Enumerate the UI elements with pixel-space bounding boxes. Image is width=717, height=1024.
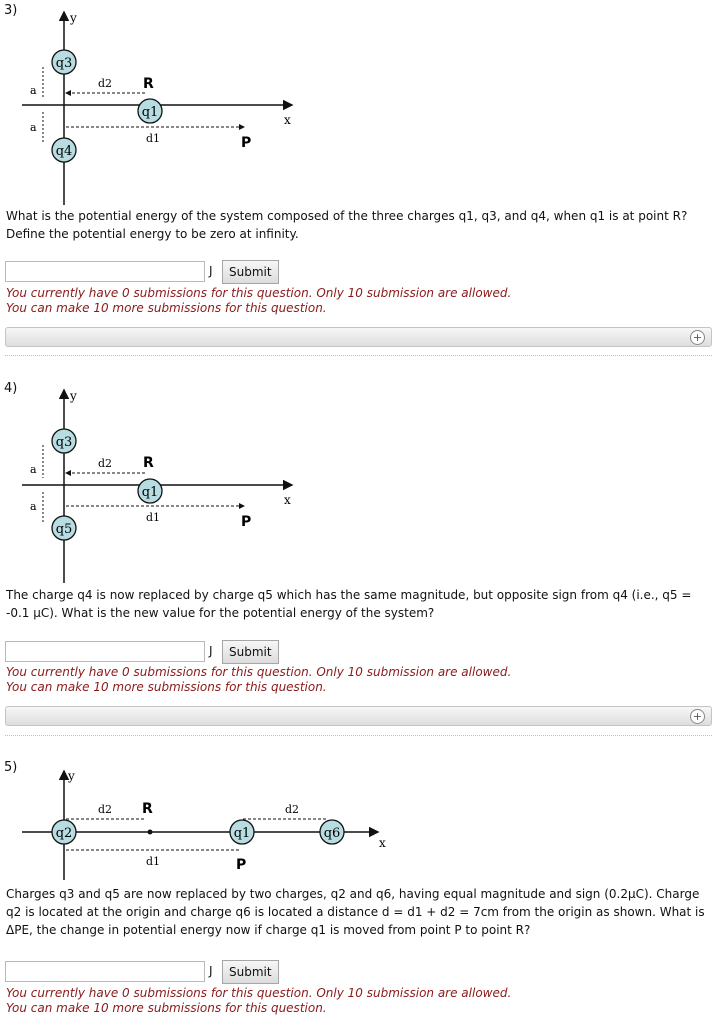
charge-q1-label: q1 bbox=[141, 105, 159, 120]
question-text: Charges q3 and q5 are now replaced by two charges, q2 and q6, having equal magnitude and sign (0.2μC). Charge q2 is located at the origin and charge q6 is located a distance d = d1 + d2 = 7cm from the origin as shown. What is ΔPE, the change in potential energy now if charge q1 is moved from point P to point R? bbox=[6, 887, 705, 937]
charge-diagram bbox=[0, 0, 310, 205]
submission-count-message: You currently have 0 submissions for this question. Only 10 submission are allowed. bbox=[6, 986, 512, 1000]
charge-diagram bbox=[0, 378, 310, 583]
point-r-marker bbox=[148, 830, 153, 835]
plus-icon[interactable]: + bbox=[690, 330, 705, 345]
distance-label: a bbox=[30, 500, 37, 513]
distance-label: d2 bbox=[98, 457, 113, 470]
answer-input[interactable] bbox=[5, 961, 205, 982]
point-r-label: R bbox=[143, 455, 154, 471]
unit-label: J bbox=[209, 964, 213, 978]
distance-label: d2 bbox=[285, 803, 300, 816]
charge-q3-label: q3 bbox=[55, 56, 73, 71]
point-p-label: P bbox=[241, 514, 252, 530]
hint-expand-bar[interactable] bbox=[5, 706, 712, 726]
distance-label: a bbox=[30, 84, 37, 97]
charge-q5-label: q5 bbox=[55, 522, 73, 537]
hint-expand-bar[interactable] bbox=[5, 327, 712, 347]
charge-q1-label: q1 bbox=[141, 485, 159, 500]
charge-q4-label: q4 bbox=[55, 144, 73, 159]
remaining-submissions-message: You can make 10 more submissions for this question. bbox=[6, 301, 327, 315]
charge-q2-label: q2 bbox=[55, 826, 73, 841]
charge-q3-label: q3 bbox=[55, 435, 73, 450]
unit-label: J bbox=[209, 264, 213, 278]
point-r-label: R bbox=[142, 801, 153, 817]
distance-label: d2 bbox=[98, 803, 113, 816]
x-axis-label: x bbox=[379, 836, 386, 850]
submit-button[interactable]: Submit bbox=[222, 260, 279, 284]
plus-icon[interactable]: + bbox=[690, 709, 705, 724]
divider bbox=[5, 355, 712, 356]
x-axis-label: x bbox=[284, 113, 291, 127]
point-p-label: P bbox=[241, 135, 252, 151]
y-axis-label: y bbox=[70, 389, 77, 403]
answer-input[interactable] bbox=[5, 641, 205, 662]
question-text: What is the potential energy of the system composed of the three charges q1, q3, and q4, when q1 is at point R? Define the potential energy to be zero at infinity. bbox=[6, 209, 688, 241]
y-axis-label: y bbox=[68, 769, 75, 783]
remaining-submissions-message: You can make 10 more submissions for this question. bbox=[6, 680, 327, 694]
y-axis-label: y bbox=[70, 11, 77, 25]
unit-label: J bbox=[209, 644, 213, 658]
submission-count-message: You currently have 0 submissions for this question. Only 10 submission are allowed. bbox=[6, 286, 512, 300]
point-p-label: P bbox=[236, 857, 247, 873]
distance-label: a bbox=[30, 463, 37, 476]
point-r-label: R bbox=[143, 76, 154, 92]
distance-label: a bbox=[30, 121, 37, 134]
remaining-submissions-message: You can make 10 more submissions for this question. bbox=[6, 1001, 327, 1015]
charge-q6-label: q6 bbox=[323, 826, 341, 841]
answer-input[interactable] bbox=[5, 261, 205, 282]
question-number: 3) bbox=[4, 3, 18, 18]
question-number: 4) bbox=[4, 381, 18, 396]
x-axis-label: x bbox=[284, 493, 291, 507]
submit-button[interactable]: Submit bbox=[222, 960, 279, 984]
distance-label: d1 bbox=[146, 511, 161, 524]
divider bbox=[5, 735, 712, 736]
distance-label: d1 bbox=[146, 855, 161, 868]
distance-label: d1 bbox=[146, 132, 161, 145]
submit-button[interactable]: Submit bbox=[222, 640, 279, 664]
submission-count-message: You currently have 0 submissions for this question. Only 10 submission are allowed. bbox=[6, 665, 512, 679]
distance-label: d2 bbox=[98, 77, 113, 90]
charge-q1-label: q1 bbox=[233, 826, 251, 841]
question-text: The charge q4 is now replaced by charge q5 which has the same magnitude, but opposite sign from q4 (i.e., q5 = -0.1 μC). What is the new value for the potential energy of the system? bbox=[6, 588, 692, 620]
charge-diagram bbox=[0, 765, 400, 880]
question-number: 5) bbox=[4, 760, 18, 775]
